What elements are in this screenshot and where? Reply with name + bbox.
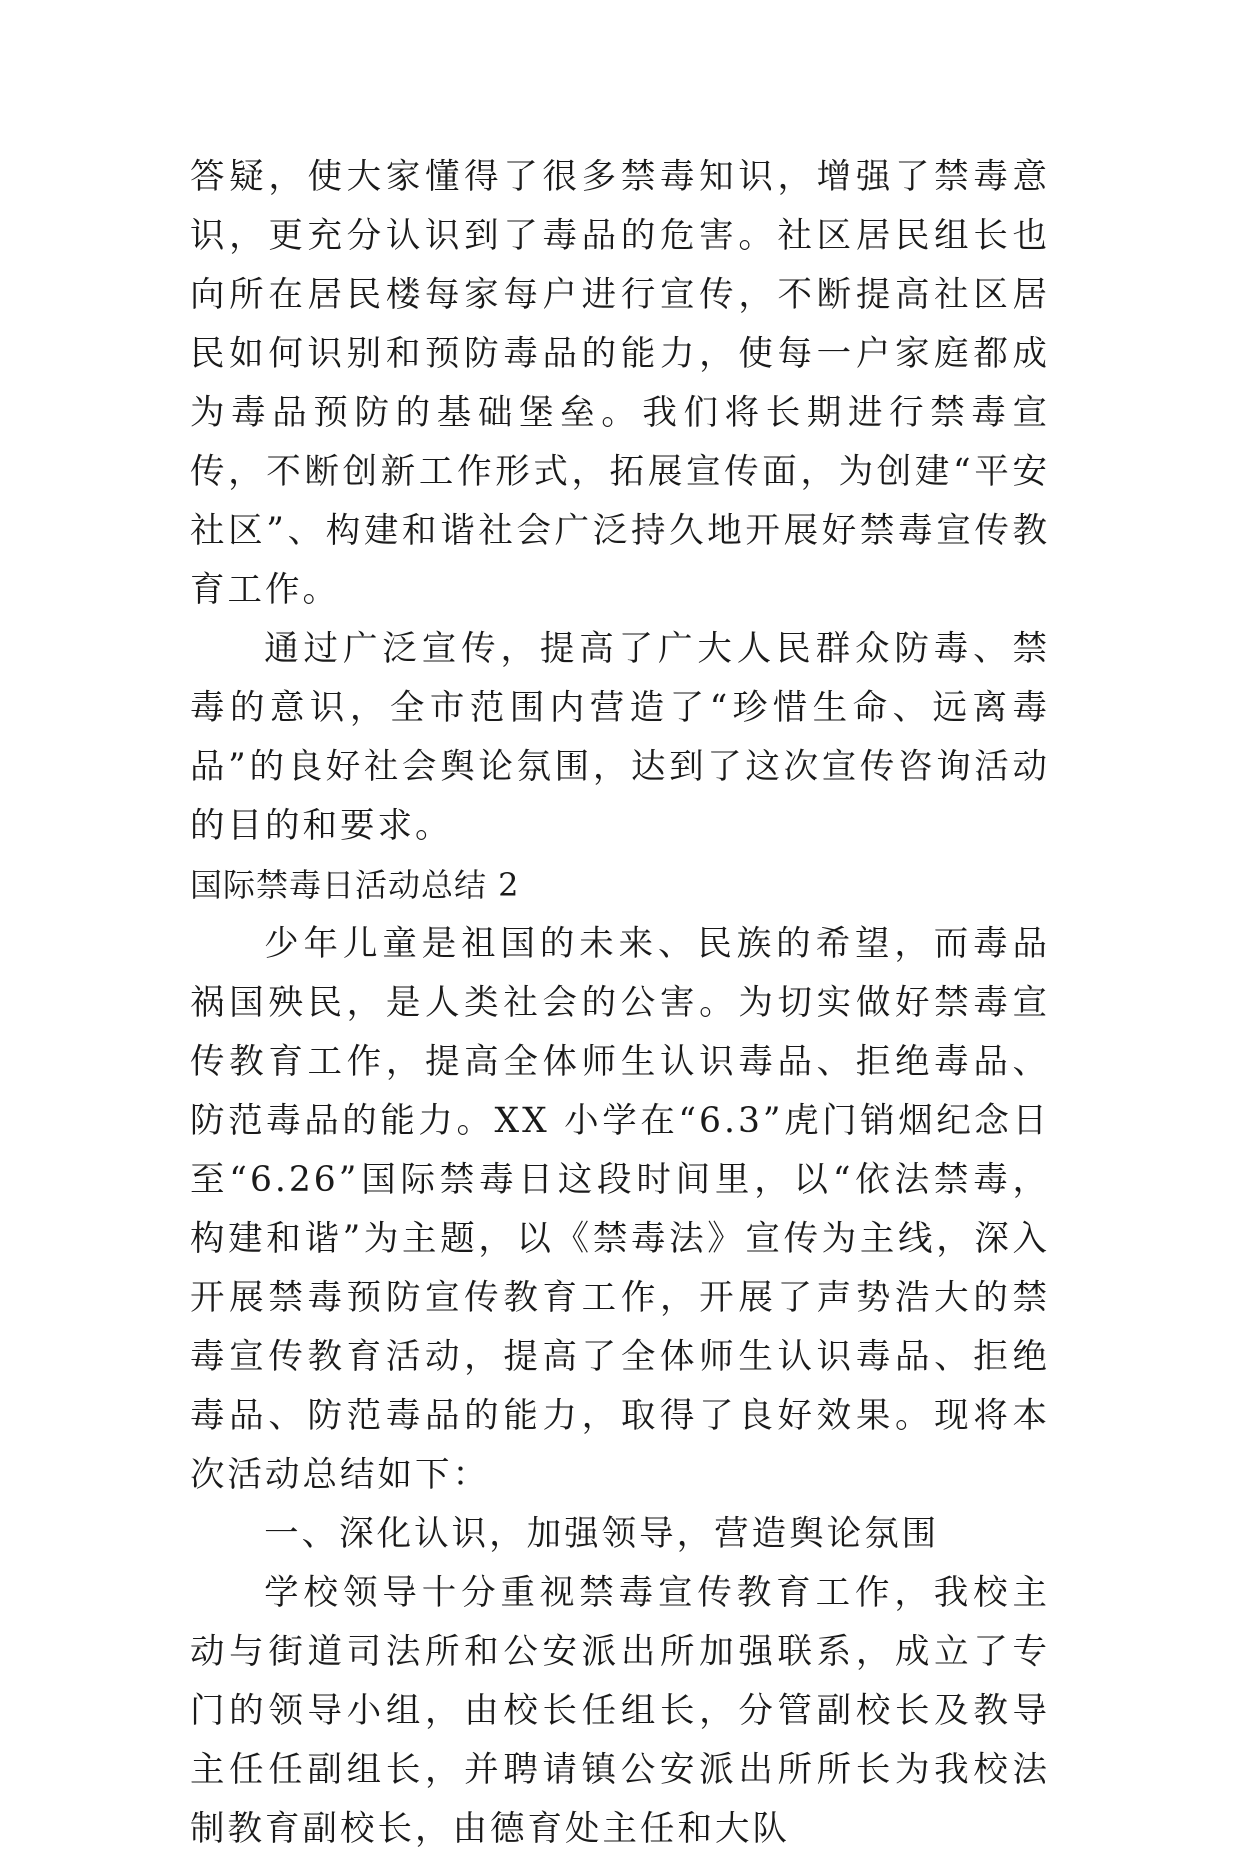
- paragraph-summary: 通过广泛宣传，提高了广大人民群众防毒、禁毒的意识，全市范围内营造了“珍惜生命、远离毒品”的良好社会舆论氛围，达到了这次宣传咨询活动的目的和要求。: [190, 629, 1050, 846]
- paragraph-intro: 少年儿童是祖国的未来、民族的希望，而毒品祸国殃民，是人类社会的公害。为切实做好禁毒宣传教育工作，提高全体师生认识毒品、拒绝毒品、防范毒品的能力。XX 小学在“6.3”虎门销烟纪念日至“6.26”国际禁毒日这段时间里，以“依法禁毒，构建和谐”为主题，以《禁毒法》宣传为主线，深入开展禁毒预防宣传教育工作，开展了声势浩大的禁毒宣传教育活动，提高了全体师生认识毒品、拒绝毒品、防范毒品的能力，取得了良好效果。现将本次活动总结如下：: [190, 924, 1050, 1495]
- paragraph-continuation: 答疑，使大家懂得了很多禁毒知识，增强了禁毒意识，更充分认识到了毒品的危害。社区居民组长也向所在居民楼每家每户进行宣传，不断提高社区居民如何识别和预防毒品的能力，使每一户家庭都成为毒品预防的基础堡垒。我们将长期进行禁毒宣传，不断创新工作形式，拓展宣传面，为创建“平安社区”、构建和谐社会广泛持久地开展好禁毒宣传教育工作。: [190, 157, 1050, 610]
- section-title: 国际禁毒日活动总结 2: [190, 866, 520, 904]
- subheading-one: 一、深化认识，加强领导，营造舆论氛围: [264, 1514, 940, 1554]
- document-page: [190, 148, 1050, 1859]
- paragraph-leadership: 学校领导十分重视禁毒宣传教育工作，我校主动与街道司法所和公安派出所加强联系，成立了专门的领导小组，由校长任组长，分管副校长及教导主任任副组长，并聘请镇公安派出所所长为我校法制教育副校长，由德育处主任和大队: [190, 1573, 1050, 1849]
